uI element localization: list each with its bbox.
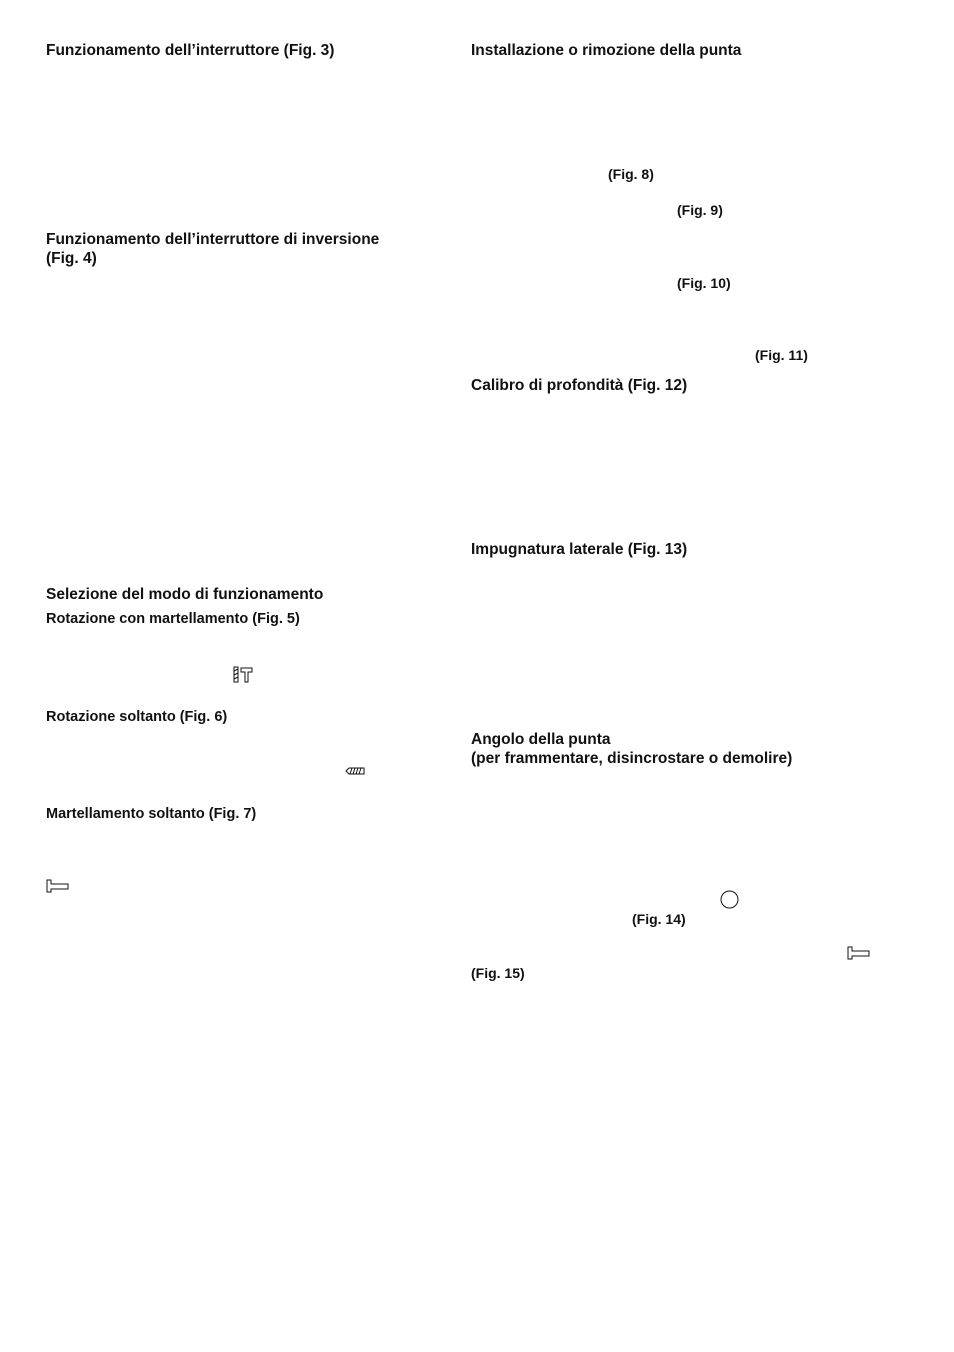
- heading-reversing-switch: Funzionamento dell’interruttore di inversione: [46, 231, 380, 248]
- subheading-hammering-only: Martellamento soltanto (Fig. 7): [46, 806, 257, 822]
- fig-ref-15: (Fig. 15): [471, 965, 525, 981]
- heading-mode-selection: Selezione del modo di funzionamento: [46, 586, 324, 603]
- circle-mark-icon: [720, 890, 739, 909]
- fig-ref-8: (Fig. 8): [608, 166, 654, 182]
- heading-bit-angle-sub: (per frammentare, disincrostare o demolire): [471, 750, 793, 767]
- hammering-only-icon: [46, 879, 69, 893]
- subheading-rotation-only: Rotazione soltanto (Fig. 6): [46, 709, 228, 725]
- heading-switch-action: Funzionamento dell’interruttore (Fig. 3): [46, 42, 335, 59]
- heading-bit-install: Installazione o rimozione della punta: [471, 42, 742, 59]
- rotation-only-icon: [345, 767, 365, 775]
- heading-side-grip: Impugnatura laterale (Fig. 13): [471, 541, 688, 558]
- fig-ref-9: (Fig. 9): [677, 202, 723, 218]
- heading-bit-angle: Angolo della punta: [471, 731, 611, 748]
- subheading-rotation-hammering: Rotazione con martellamento (Fig. 5): [46, 611, 300, 627]
- rotation-with-hammering-icon: [233, 666, 253, 684]
- fig-ref-14: (Fig. 14): [632, 911, 686, 927]
- heading-depth-gauge: Calibro di profondità (Fig. 12): [471, 377, 688, 394]
- hammering-only-icon: [847, 946, 870, 960]
- fig-ref-10: (Fig. 10): [677, 275, 731, 291]
- heading-reversing-switch-fig: (Fig. 4): [46, 250, 97, 267]
- fig-ref-11: (Fig. 11): [755, 347, 808, 363]
